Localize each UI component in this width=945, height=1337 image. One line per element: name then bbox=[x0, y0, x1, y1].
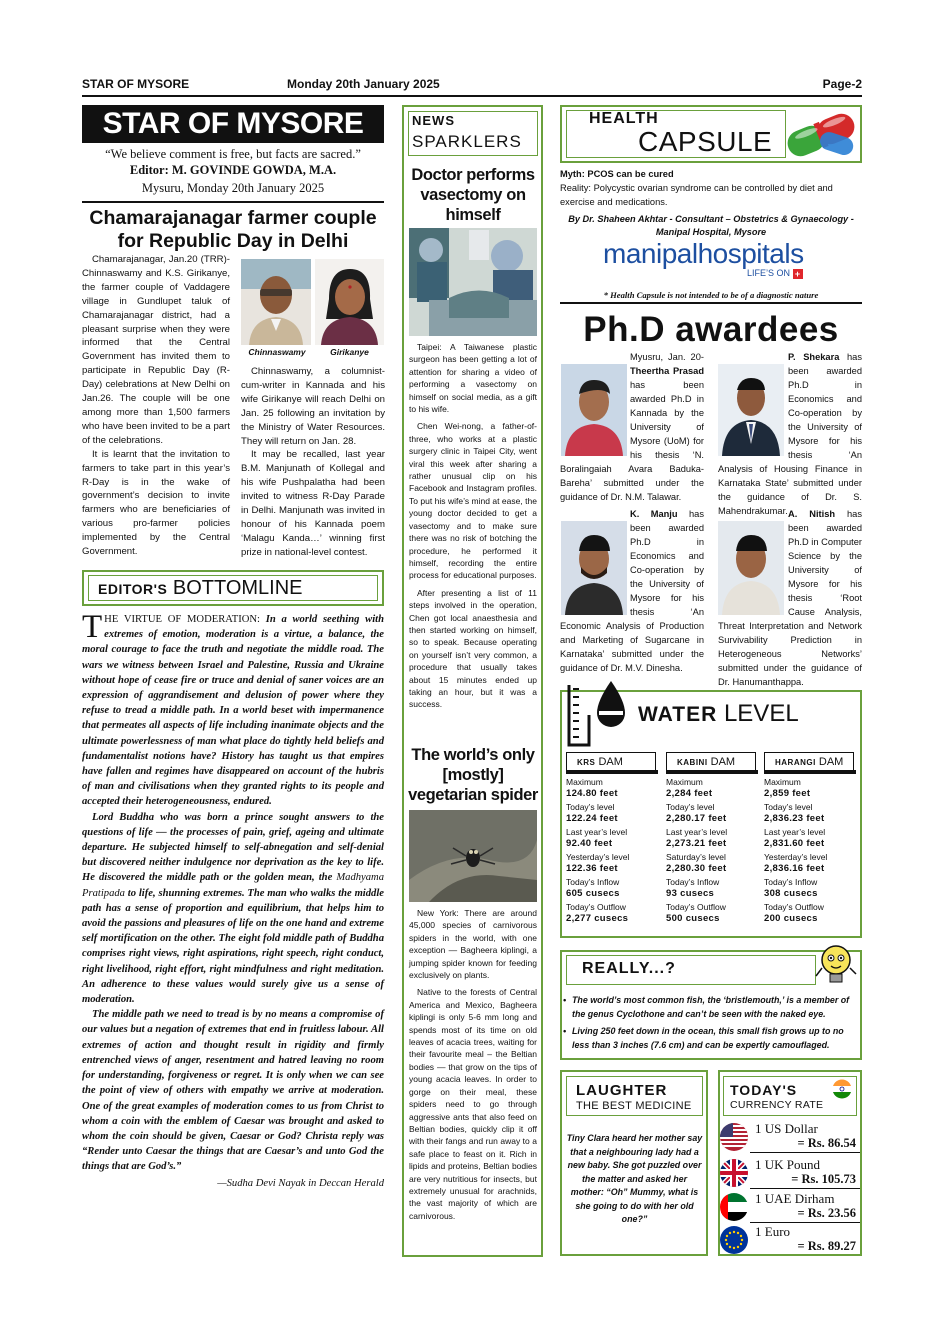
dam-kabini bbox=[666, 752, 762, 932]
masthead-motto: “We believe comment is free, but facts are sacred.” bbox=[105, 147, 361, 161]
phd-name: A. Nitish bbox=[788, 509, 836, 519]
dam-row-value: 2,273.21 feet bbox=[666, 838, 727, 849]
manipal-plus-icon: + bbox=[793, 269, 803, 279]
dam-row-value: 2,859 feet bbox=[764, 788, 811, 799]
us-flag-icon bbox=[720, 1123, 748, 1151]
bottomline-term: Madhyama Pratipada bbox=[82, 872, 384, 899]
dam-rows bbox=[666, 774, 762, 924]
dam-code: KRS bbox=[577, 758, 596, 767]
health-myth: Myth: PCOS can be cured bbox=[560, 169, 674, 179]
lead-paragraph: Chamarajanagar, Jan.20 (TRR)- Chinnaswamy and K.S. Girikanye, the farmer couple of Vaddagere village in Gundlupet taluk of Chamarajanagar district, had a pleasant surprise when they were informed that the Central Government has invited them to participate in Republic Day (R-Day) celebrations at New Delhi on Jan.26. The couple will be one among more than 1,500 farmers who have been invited to be a part of the celebrations. bbox=[82, 254, 230, 446]
dam-harangi bbox=[764, 752, 860, 932]
dam-row-label: Today’s level bbox=[764, 802, 813, 812]
running-head-page: Page-2 bbox=[822, 77, 862, 91]
bottomline-label-rest: BOTTOMLINE bbox=[172, 577, 303, 599]
sparkler-paragraph: Taipei: A Taiwanese plastic surgeon has been getting a lot of attention for sharing a video of performing a vasectomy on himself on social media, as a gift to his wife. bbox=[409, 342, 537, 415]
dam-row-label: Yesterday’s level bbox=[764, 852, 828, 862]
dam-row-label: Maximum bbox=[566, 777, 603, 787]
phd-awardee-1 bbox=[560, 350, 704, 504]
bottomline-paragraph: The middle path we need to tread is by no means a compromise of our values but a negation of extremes that end in fruitless labour. All extremes of action and thought result in rigidity and firmly entrenched views of anger, resentment and hatred leaving no room for understanding, forgiveness or regret. It is only when we can see the point of view of others with empathy we arrive at moderation. One of the great examples of moderation comes to us from Christ to whom a coin with the emblem of Caesar was brought and asked to whom the coin should be given, Caesar or God? Christa reply was “Render unto Caesar the things that are Caesar’s and unto God the things that are God’s.” bbox=[82, 1009, 384, 1173]
phd-name: P. Shekara bbox=[788, 352, 840, 362]
dam-row-value: 2,836.16 feet bbox=[764, 863, 825, 874]
bottomline-lead-in: HE VIRTUE OF MODERATION: bbox=[104, 614, 260, 625]
eu-flag-icon bbox=[720, 1226, 748, 1254]
dam-row-value: 92.40 feet bbox=[566, 838, 613, 849]
dam-row-label: Last year’s level bbox=[666, 827, 728, 837]
currency-label-top: TODAY'S bbox=[730, 1082, 798, 1098]
bottomline-text bbox=[82, 609, 384, 1191]
dam-rows bbox=[566, 774, 662, 924]
bottomline-paragraph: Lord Buddha who was born a prince sought answers to the questions of life — the processes of pain, grief, ageing and ultimate departure. He subjected himself to self-abnegation and self-denial but discovered neither indulgence nor deprivation as the key to life. He discovered the middle path or the golden mean, the bbox=[82, 811, 384, 884]
dam-row-label: Yesterday’s level bbox=[566, 852, 630, 862]
health-note: * Health Capsule is not intended to be of a diagnostic nature bbox=[603, 290, 819, 300]
dam-row-value: 2,836.23 feet bbox=[764, 813, 825, 824]
currency-name: 1 UAE Dirham bbox=[755, 1191, 835, 1206]
dam-row-value: 93 cusecs bbox=[666, 888, 715, 899]
currency-rate: = Rs. 23.56 bbox=[797, 1206, 856, 1220]
photo-surgeon bbox=[409, 228, 537, 336]
sparkler-paragraph: After presenting a list of 11 steps involved in the operation, Chen got local anaesthesia and then started working on himself, so to speak. Because operating on yourself isn’t very common, a procedure that usually takes about 15 minutes ended up taking an hour, but it was a success. bbox=[409, 587, 537, 710]
photo-spider bbox=[409, 810, 537, 902]
lead-headline: Chamarajanagar farmer couple for Republic Day in Delhi bbox=[89, 207, 377, 252]
water-level-label-rest: LEVEL bbox=[723, 700, 799, 727]
masthead-title: STAR OF MYSORE bbox=[82, 105, 384, 143]
manipal-logo-b: hospitals bbox=[697, 238, 804, 269]
bottomline-label bbox=[98, 577, 303, 600]
currency-row-aed bbox=[720, 1191, 860, 1223]
dam-row-label: Last year’s level bbox=[566, 827, 628, 837]
health-capsule-label-bottom: CAPSULE bbox=[638, 126, 773, 157]
sparkler-1-headline: Doctor performs vasectomy on himself bbox=[411, 166, 535, 224]
laughter-label-bottom: THE BEST MEDICINE bbox=[576, 1100, 692, 1112]
masthead-dateline: Mysuru, Monday 20th January 2025 bbox=[141, 181, 325, 195]
caption-girikanye: Girikanye bbox=[330, 347, 369, 357]
health-reality: Reality: Polycystic ovarian syndrome can be controlled by diet and exercise and medications. bbox=[560, 183, 833, 207]
dam-row-label: Today’s Inflow bbox=[666, 877, 720, 887]
water-level-label bbox=[638, 700, 799, 729]
dam-krs bbox=[566, 752, 662, 932]
dam-row-value: 605 cusecs bbox=[566, 888, 620, 899]
dam-row-label: Maximum bbox=[764, 777, 801, 787]
dam-row-label: Maximum bbox=[666, 777, 703, 787]
sparklers-label-top: NEWS bbox=[412, 113, 455, 128]
lead-paragraph: It is learnt that the invitation to farmers to take part in this year’s R-Day is in the wake of government’s decision to invite farmers who are beneficiaries of various pro-farmer policies implemented by the Central Government. bbox=[82, 448, 230, 558]
phd-photo-spacer bbox=[560, 364, 630, 458]
capsule-icon bbox=[780, 108, 862, 162]
really-label: REALLY...? bbox=[582, 960, 676, 977]
phd-text: has been awarded Ph.D in Economics and Co-operation by the University of Mysore for his thesis ‘An Analysis of Housing Finance in Karnataka State’ submitted under the guidance of Dr. S. Mahendrakumar. bbox=[718, 352, 862, 516]
phd-text: has been awarded Ph.D in Computer Science by the University of Mysore for his thesis ‘Root Cause Analysis, Threat Interpretation and Network Survivability Prediction in Heterogeneous Networks’ submitted under the guidance of Dr. Hanumanthappa. bbox=[718, 509, 862, 687]
caption-chinnaswamy: Chinnaswamy bbox=[248, 347, 306, 357]
manipal-logo-a: manipal bbox=[603, 238, 698, 269]
sparkler-paragraph: Native to the forests of Central America and Mexico, Bagheera kiplingi is only 5-6 mm long and spends most of its time on old leaves of acacia trees, waiting for their favourite meal – the Beltian bodies — that grow on the tips of young acacia leaves. In order to gorge on their meal, these spiders need to go through aggressive ants that also feed on Beltian bodies, quickly clip it off with their fangs and run away to a safe place to feast on it. Rich in lipids and proteins, Beltian bodies are very nutritious for insects, but extremely unusual for arachnids, the vast majority of which are carnivorous. bbox=[409, 987, 537, 1221]
laughter-text: Tiny Clara heard her mother say that a neighbouring lady had a new baby. She got puzzled over the matter and asked her mother: “Oh” Mummy, what is she going to do with her old one?” bbox=[566, 1133, 703, 1224]
dam-row-label: Saturday’s level bbox=[666, 852, 726, 862]
dam-row-value: 124.80 feet bbox=[566, 788, 618, 799]
dam-row-value: 122.24 feet bbox=[566, 813, 618, 824]
sparkler-paragraph: Chen Wei-nong, a father-of-three, who works at a plastic surgery clinic in Taipei City, went viral this week after sharing a rather unusual clip on his Facebook and Instagram profiles. To put his wife’s mind at ease, the young doctor decided to get a vasectomy and to make sure there was no risk of botching the procedure, he performed it himself, recording the entire process for educational purposes. bbox=[409, 421, 537, 581]
dam-row-label: Today’s level bbox=[666, 802, 715, 812]
bottomline-drop-cap: T bbox=[82, 609, 103, 645]
dam-row-label: Today’s Inflow bbox=[764, 877, 818, 887]
bottomline-paragraph: In a world seething with extremes of emotion, moderation is a virtue, a balance, the moral courage to face the truth and negotiate the middle road. The wars we witness between Israel and Palestine, Russia and Ukraine without hope of cease fire or truce and denial of saner voices are an expression of aggrandisement and delusion of power where they refuse to tread a middle path. In a world beset with impermanence that permeates all aspects of life including inanimate objects and the ultimate powerlessness of man what place do tightly held beliefs and fundamentalist notions have? History has taught us that empires have fallen and regimes have disappeared on account of the hubris of man and civilisations when they granted rights to its people and accepted their heterogeneousness, endured. bbox=[82, 614, 384, 808]
currency-rate: = Rs. 89.27 bbox=[797, 1239, 856, 1253]
currency-row-eur bbox=[720, 1224, 860, 1256]
dam-tab bbox=[666, 752, 756, 770]
bottomline-label-bold: EDITOR'S bbox=[98, 581, 168, 597]
top-rule bbox=[82, 95, 862, 97]
dam-row-label: Today’s Outflow bbox=[666, 902, 726, 912]
phd-awardee-4 bbox=[718, 507, 862, 689]
health-author: By Dr. Shaheen Akhtar - Consultant – Obstetrics & Gynaecology - Manipal Hospital, Mysore bbox=[568, 214, 854, 237]
bottomline-paragraph: to life, shunning extremes. The man who walks the middle path has a sense of proportion and equilibrium, that helps him to avoid the passions and pleasures of life on the one hand and extreme self mortification on the other. The eight fold middle path of Buddha comprises right views, right aspirations, right speech, right conduct, right livelihood, right effort, right mindfulness and right meditation. An adherence to these values would surely give us a sense of moderation. bbox=[82, 887, 384, 1006]
dam-tab bbox=[764, 752, 854, 770]
lead-paragraph: It may be recalled, last year B.M. Manjunath of Kollegal and his wife Pushpalatha had been invited to witness R-Day Parade in Delhi. Manjunath was invited in honour of his Kannada poem ‘Malagu Kanda…’ winning first prize in national-level contest. bbox=[241, 449, 385, 558]
sparkler-2-text bbox=[409, 907, 537, 1227]
really-list bbox=[572, 994, 858, 1056]
currency-name: 1 UK Pound bbox=[755, 1157, 821, 1172]
lead-paragraph: Chinnaswamy, a columnist-cum-writer in Kannada and his wife Girikanye will reach Delhi on Jan. 25 following an invitation by the Ministry of Water Resources. They will return on Jan. 28. bbox=[241, 366, 385, 447]
running-head-paper: STAR OF MYSORE bbox=[82, 77, 190, 91]
currency-rate: = Rs. 86.54 bbox=[797, 1136, 856, 1150]
manipal-tagline-text: LIFE’S ON bbox=[747, 268, 791, 278]
dam-rows bbox=[764, 774, 860, 924]
currency-name: 1 US Dollar bbox=[755, 1121, 818, 1136]
phd-headline: Ph.D awardees bbox=[583, 310, 839, 349]
dam-row-label: Today’s Inflow bbox=[566, 877, 620, 887]
dam-row-value: 2,831.60 feet bbox=[764, 838, 825, 849]
health-rule bbox=[560, 302, 862, 304]
manipal-logo bbox=[603, 238, 804, 270]
dam-code: KABINI bbox=[677, 758, 708, 767]
dam-row-value: 2,280.30 feet bbox=[666, 863, 727, 874]
dam-suffix: DAM bbox=[598, 756, 623, 768]
masthead-editor: Editor: M. GOVINDE GOWDA, M.A. bbox=[129, 163, 337, 177]
water-drop-icon bbox=[565, 675, 637, 747]
masthead-rule bbox=[82, 201, 384, 203]
currency-label-bottom: CURRENCY RATE bbox=[730, 1099, 824, 1111]
bottomline-credit: —Sudha Devi Nayak in Deccan Herald bbox=[217, 1177, 384, 1189]
dam-suffix: DAM bbox=[818, 756, 844, 768]
lead-column-1 bbox=[82, 253, 230, 559]
phd-awardee-2 bbox=[718, 350, 862, 518]
dam-row-label: Today’s Outflow bbox=[764, 902, 824, 912]
manipal-tagline bbox=[747, 268, 803, 279]
list-item: • Living 250 feet down in the ocean, this small fish grows up to no less than 3 inches (7.6 cm) and can be expertly camouflaged. bbox=[572, 1025, 858, 1052]
lightbulb-icon bbox=[812, 940, 860, 988]
water-level-label-bold: WATER bbox=[638, 703, 718, 726]
dam-row-label: Today’s Outflow bbox=[566, 902, 626, 912]
photo-chinnaswamy bbox=[241, 259, 311, 345]
currency-row-usd bbox=[720, 1121, 860, 1153]
laughter-label-top: LAUGHTER bbox=[576, 1082, 668, 1099]
phd-name: Theertha Prasad bbox=[630, 366, 704, 376]
phd-text: has been awarded Ph.D in Kannada by the University of Mysore (UoM) for his thesis ‘N. Boralingaiah Avara Baduka-Bareha’ submitted under the guidance of Dr. N.M. Talawar. bbox=[560, 380, 704, 502]
currency-rule bbox=[750, 1152, 860, 1153]
sparkler-1-text bbox=[409, 341, 537, 716]
india-flag-icon bbox=[832, 1079, 852, 1099]
running-head bbox=[82, 77, 862, 95]
dam-row-label: Today’s level bbox=[566, 802, 615, 812]
dam-tab bbox=[566, 752, 656, 770]
sparkler-2-headline: The world’s only [mostly] vegetarian spider bbox=[408, 746, 538, 804]
lead-photos bbox=[241, 259, 384, 359]
currency-rule bbox=[750, 1222, 860, 1223]
dam-row-value: 500 cusecs bbox=[666, 913, 720, 924]
dam-row-value: 308 cusecs bbox=[764, 888, 818, 899]
running-head-date: Monday 20th January 2025 bbox=[287, 77, 440, 91]
sparkler-paragraph: New York: There are around 45,000 species of carnivorous spiders in the world, with one exception — Bagheera kiplingi, a jumping spider known for feeding exclusively on plants. bbox=[409, 908, 537, 981]
lead-column-2 bbox=[241, 365, 385, 560]
currency-row-gbp bbox=[720, 1157, 860, 1189]
list-item: • The world’s most common fish, the ‘bristlemouth,’ is a member of the genus Cyclothone and can’t be seen with the naked eye. bbox=[572, 994, 858, 1021]
dam-row-value: 122.36 feet bbox=[566, 863, 618, 874]
dam-row-value: 200 cusecs bbox=[764, 913, 818, 924]
dam-suffix: DAM bbox=[710, 756, 736, 768]
uk-flag-icon bbox=[720, 1159, 748, 1187]
dam-row-value: 2,284 feet bbox=[666, 788, 713, 799]
phd-dateline: Myusru, Jan. 20- bbox=[630, 352, 704, 362]
currency-name: 1 Euro bbox=[755, 1224, 791, 1239]
sparklers-label-bottom: SPARKLERS bbox=[412, 132, 522, 151]
photo-girikanye bbox=[315, 259, 384, 345]
dam-row-value: 2,277 cusecs bbox=[566, 913, 629, 924]
dam-row-label: Last year’s level bbox=[764, 827, 826, 837]
currency-rule bbox=[750, 1188, 860, 1189]
currency-rate: = Rs. 105.73 bbox=[791, 1172, 856, 1186]
phd-text: has been awarded Ph.D in Economics and Co-operation by the University of Mysore for his thesis ‘An Economic Analysis of Production and Marketing of Sugarcane in Karnataka’ submitted under the guidance of Dr. M.V. Dinesha. bbox=[560, 509, 704, 673]
uae-flag-icon bbox=[720, 1193, 748, 1221]
phd-awardee-3 bbox=[560, 507, 704, 675]
dam-row-value: 2,280.17 feet bbox=[666, 813, 727, 824]
health-capsule-label-top: HEALTH bbox=[589, 110, 659, 127]
dam-code: HARANGI bbox=[775, 758, 816, 767]
phd-name: K. Manju bbox=[630, 509, 678, 519]
